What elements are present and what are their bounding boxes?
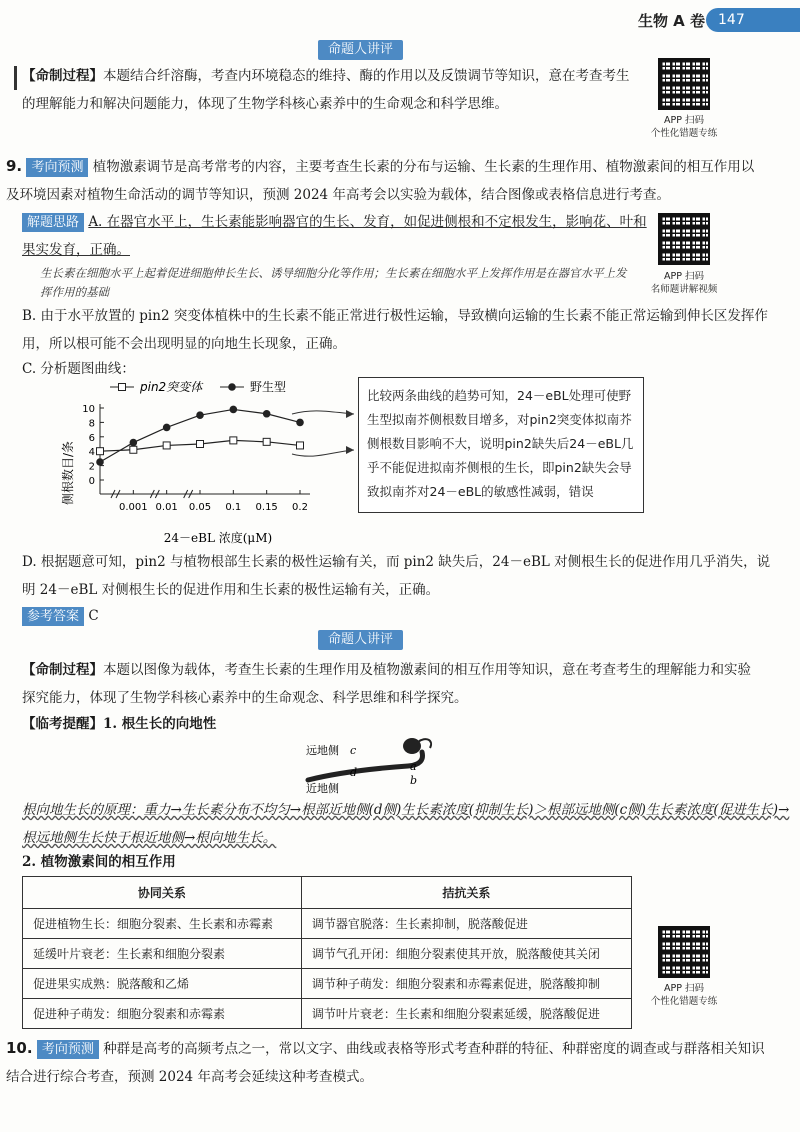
x-axis-label: 24－eBL 浓度(μM) [163,531,273,545]
legend-marker [228,383,236,391]
x-tick-label: 0.01 [155,502,178,513]
answer-value: C [88,608,99,624]
option-a [22,208,648,264]
data-point [196,411,204,419]
analysis-tag: 解题思路 [22,213,84,232]
root-gravitropism-diagram [300,732,450,794]
hormone-interaction-table [22,876,632,1029]
data-point [163,424,171,432]
tip-label: 【临考提醒】 [22,716,103,732]
compile-process-2 [22,656,762,712]
y-tick-label: 0 [88,476,95,487]
q9-forecast [6,152,766,209]
x-tick-label: 0.1 [225,502,242,513]
section-marker [14,66,17,90]
option-c: C. 分析题图曲线： [22,361,135,377]
data-point [197,441,204,448]
page-number-tab: 147 [706,8,800,32]
x-tick-label: 0.2 [292,502,308,513]
y-tick-label: 6 [88,432,95,444]
header-title: 生物 A 卷 [637,12,705,30]
gravitropism-principle: 根向地生长的原理：重力→生长素分布不均匀→根部近地侧(d侧)生长素浓度(抑制生长)＞根部远地侧(c侧)生长素浓度(促进生长)→根远地侧生长快于根近地侧→根向地生长。 [22,802,790,846]
y-tick-label: 10 [82,404,95,415]
data-point [263,438,270,445]
option-a-text: A. 在器官水平上，生长素能影响器官的生长、发育，如促进侧根和不定根发生，影响花、叶和果实发育，正确。 [22,214,647,258]
legend-label: pin2突变体 [140,380,203,394]
y-tick-label: 8 [88,418,95,430]
tip-2-title: 2. 植物激素间的相互作用 [22,854,176,870]
answer [22,602,222,630]
legend-label: 野生型 [250,380,287,394]
q10-number: 10. [6,1039,33,1057]
table-row: 促进种子萌发：细胞分裂素和赤霉素 调节叶片衰老：生长素和细胞分裂素延缓，脱落酸促进 [23,999,632,1029]
data-point [230,437,237,444]
forecast-tag: 考向预测 [26,158,88,177]
data-point [130,439,138,447]
data-point [230,406,238,414]
legend-marker [119,384,126,391]
data-point [97,448,104,455]
near-side-label: 近地侧 [306,782,339,794]
commentary-banner-2: 命题人讲评 [318,630,403,650]
table-row: 促进植物生长：细胞分裂素、生长素和赤霉素 调节器官脱落：生长素抑制，脱落酸促进 [23,909,632,939]
x-tick-label: 0.001 [119,502,148,513]
y-tick-label: 2 [88,461,95,473]
qr-code-1[interactable] [658,58,710,110]
y-axis-label: 侧根数目/条 [61,440,75,506]
commentary-banner-1: 命题人讲评 [318,40,403,60]
qr-caption-1: APP 扫码 个性化错题专练 [650,115,718,139]
option-a-note: 生长素在细胞水平上起着促进细胞伸长生长、诱导细胞分化等作用；生长素在细胞水平上发挥作用是在器官水平上发挥作用的基础 [40,266,627,299]
data-point [163,442,170,449]
compile-label-2: 【命制过程】 [22,662,103,678]
q10-forecast [6,1034,776,1091]
compile-text-1: 本题结合纤溶酶，考查内环境稳态的维持、酶的作用以及反馈调节等知识，意在考查考生的理解能力和解决问题能力，体现了生物学科核心素养中的生命观念和科学思维。 [22,68,630,112]
option-b: B. 由于水平放置的 pin2 突变体植株中的生长素不能正常进行极性运输，导致横向运输的生长素不能正常运输到伸长区发挥作用，所以根可能不会出现明显的向地生长现象，正确。 [22,308,768,352]
label-b: b [410,774,418,787]
forecast-tag-10: 考向预测 [37,1040,99,1059]
seed-icon [403,738,421,754]
y-tick-label: 4 [88,447,95,459]
compile-label-1: 【命制过程】 [22,68,103,84]
compile-text-2: 本题以图像为载体，考查生长素的生理作用及植物激素间的相互作用等知识，意在考查考生的理解能力和实验探究能力，体现了生物学科核心素养中的生命观念、科学思维和科学探究。 [22,662,751,706]
qr-caption-2: APP 扫码 名师题讲解视频 [650,271,718,295]
qr-code-2[interactable] [658,213,710,265]
qr-code-3[interactable] [658,926,710,978]
compile-process-1 [22,62,634,118]
answer-tag: 参考答案 [22,607,84,626]
x-tick-label: 0.15 [255,502,278,513]
table-row: 促进果实成熟：脱落酸和乙烯 调节种子萌发：细胞分裂素和赤霉素促进，脱落酸抑制 [23,969,632,999]
far-side-label: 远地侧 [306,744,339,757]
qr-caption-3: APP 扫码 个性化错题专练 [650,983,718,1007]
q10-forecast-text: 种群是高考的高频考点之一，常以文字、曲线或表格等形式考查种群的特征、种群密度的调查或与群落相关知识结合进行综合考查，预测 2024 年高考会延续这种考查模式。 [6,1041,765,1085]
data-point [130,446,137,453]
chart-analysis-callout: 比较两条曲线的趋势可知，24－eBL处理可使野生型拟南芥侧根数目增多，对pin2突变体拟南芥侧根数目影响不大，说明pin2缺失后24－eBL几乎不能促进拟南芥侧根的生长，即pin2缺失会导致拟南芥对24－eBL的敏感性减弱，错误 [358,377,644,513]
option-d: D. 根据题意可知，pin2 与植物根部生长素的极性运输有关，而 pin2 缺失后，24－eBL 对侧根生长的促进作用几乎消失，说明 24－eBL 对侧根生长的促进作用和生长素的极性运输有关，正确。 [22,554,771,598]
tip-1-title: 1. 根生长的向地性 [103,716,217,732]
table-header-synergy: 协同关系 [23,877,302,909]
q9-forecast-text: 植物激素调节是高考常考的内容，主要考查生长素的分布与运输、生长素的生理作用、植物激素间的相互作用以及环境因素对植物生命活动的调节等知识，预测 2024 年高考会以实验为载体，结合图像或表格信息进行考查。 [6,159,755,203]
label-d: d [350,766,358,779]
data-point [96,458,104,466]
label-c: c [350,744,357,757]
q9-number: 9. [6,157,23,175]
table-row: 延缓叶片衰老：生长素和细胞分裂素 调节气孔开闭：细胞分裂素使其开放，脱落酸使其关闭 [23,939,632,969]
data-point [263,410,271,418]
table-header-antagonism: 拮抗关系 [301,877,631,909]
callout-arrows [290,400,365,470]
label-a: a [410,760,417,773]
x-tick-label: 0.05 [188,502,212,513]
